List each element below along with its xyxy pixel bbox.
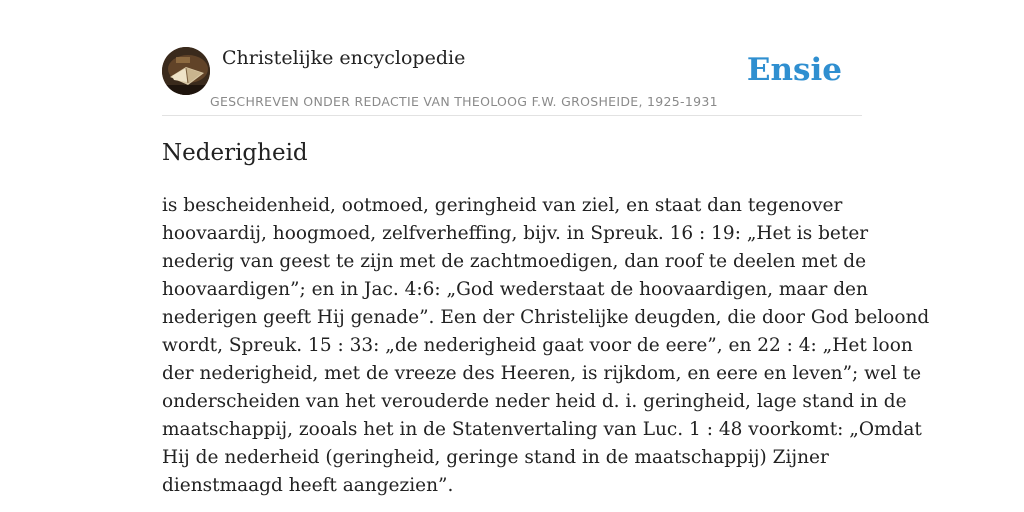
article-line: hoovaardigen”; en in Jac. 4:6: „God wederstaat de hoovaardigen, maar den <box>162 279 868 300</box>
article-line: der nederigheid, met de vreeze des Heeren, is rijkdom, en eere en leven”; wel te <box>162 363 922 384</box>
publication-title[interactable]: Christelijke encyclopedie <box>222 47 466 69</box>
publication-subtitle: GESCHREVEN ONDER REDACTIE VAN THEOLOOG F.W. GROSHEIDE, 1925-1931 <box>210 94 718 109</box>
article-line: dienstmaagd heeft aangezien”. <box>162 475 454 496</box>
article-title: Nederigheid <box>162 140 308 166</box>
article-line: hoovaardij, hoogmoed, zelfverheffing, bijv. in Spreuk. 16 : 19: „Het is beter <box>162 223 869 244</box>
publication-header <box>162 44 862 116</box>
article-line: nederigen geeft Hij genade”. Een der Christelijke deugden, die door God beloond <box>162 307 930 328</box>
article-line: nederig van geest te zijn met de zachtmoedigen, dan roof te deelen met de <box>162 251 867 272</box>
header-divider <box>162 115 862 116</box>
open-book-icon <box>162 47 210 95</box>
article-line: wordt, Spreuk. 15 : 33: „de nederigheid gaat voor de eere”, en 22 : 4: „Het loon <box>162 335 913 356</box>
article-line: onderscheiden van het verouderde neder heid d. i. geringheid, lage stand in de <box>162 391 907 412</box>
ensie-logo[interactable]: Ensie <box>746 52 842 88</box>
publication-avatar[interactable] <box>162 47 210 95</box>
article-body <box>162 192 930 500</box>
article-line: Hij de nederheid (geringheid, geringe stand in de maatschappij) Zijner <box>162 447 829 468</box>
article-line: maatschappij, zooals het in de Statenvertaling van Luc. 1 : 48 voorkomt: „Omdat <box>162 419 922 440</box>
article-line: is bescheidenheid, ootmoed, geringheid van ziel, en staat dan tegenover <box>162 195 843 216</box>
